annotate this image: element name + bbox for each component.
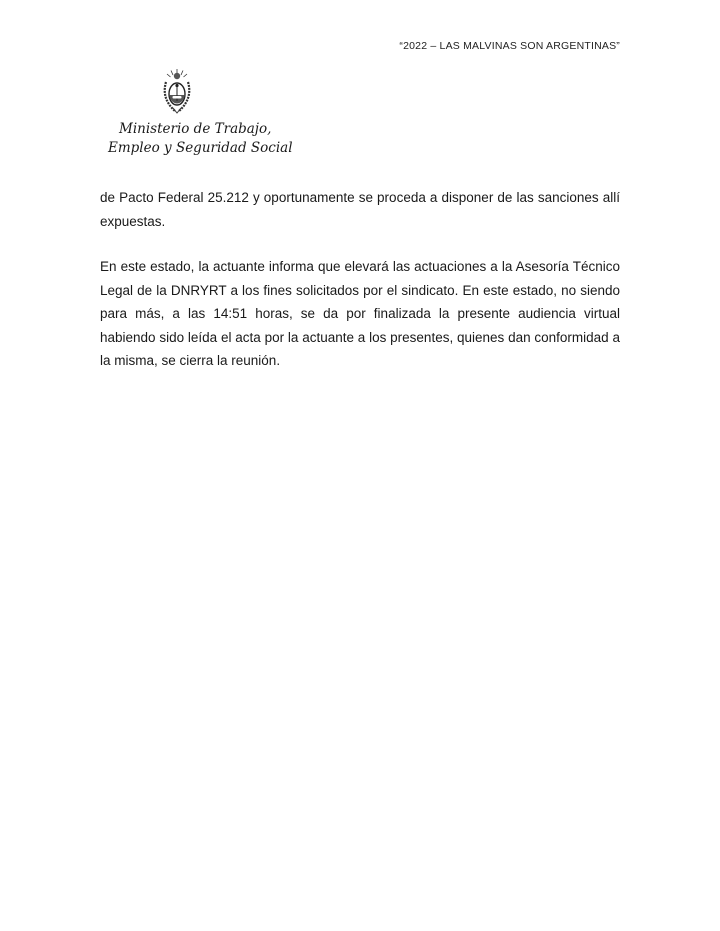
- ministry-name-line1: Ministerio de Trabajo,: [119, 121, 272, 137]
- document-body: [100, 186, 620, 395]
- ministry-name-line2: Empleo y Seguridad Social: [108, 140, 293, 156]
- ministry-name: [108, 120, 293, 158]
- coat-of-arms-icon: [161, 68, 193, 114]
- paragraph: En este estado, la actuante informa que elevará las actuaciones a la Asesoría Técnico Legal de la DNRYRT a los fines solicitados por el sindicato. En este estado, no siendo para más, a las 14:51 horas, se da por finalizada la presente audiencia virtual habiendo sido leída el acta por la actuante a los presentes, quienes dan conformidad a la misma, se cierra la reunión.: [100, 259, 620, 368]
- header-motto: “2022 – LAS MALVINAS SON ARGENTINAS”: [399, 40, 620, 52]
- paragraph: de Pacto Federal 25.212 y oportunamente se proceda a disponer de las sanciones allí expuestas.: [100, 190, 620, 229]
